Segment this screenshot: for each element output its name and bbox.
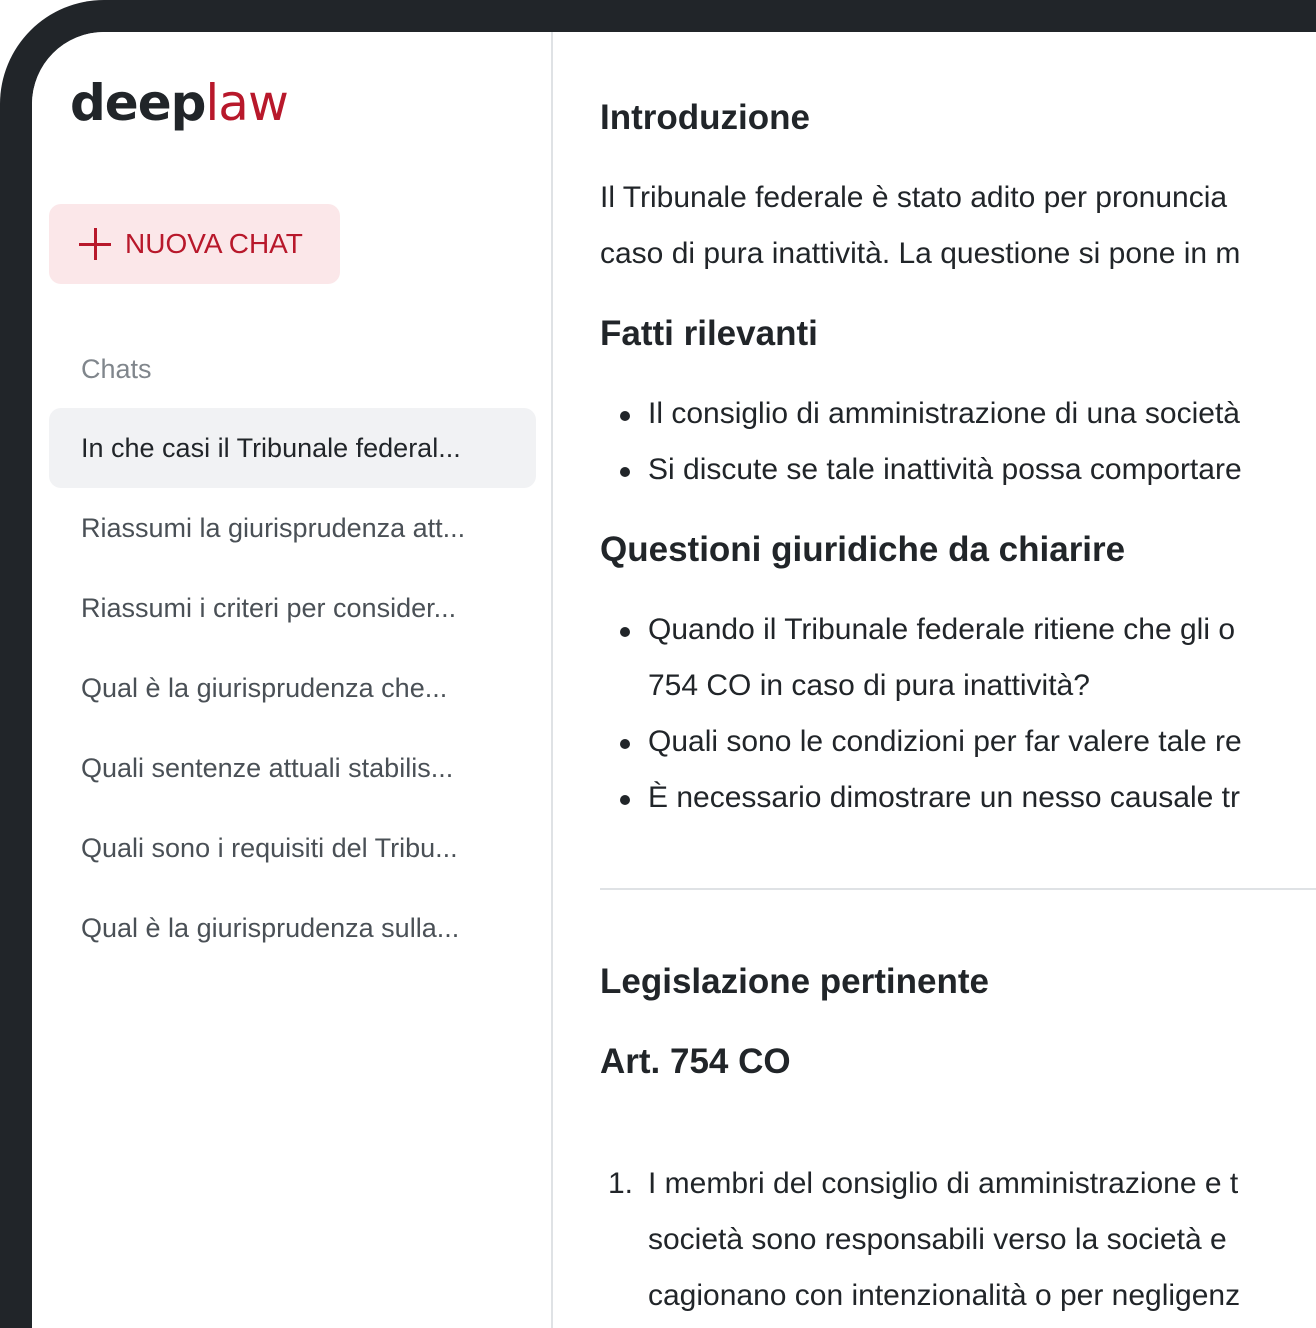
article-text-line: cagionano con intenzionalità o per negligenz (648, 1279, 1241, 1312)
section-divider (600, 888, 1316, 890)
questions-list-item: Quando il Tribunale federale ritiene che gli o (648, 613, 1236, 646)
plus-icon (79, 228, 111, 260)
logo-part-deep: deep (70, 74, 206, 132)
chat-item[interactable]: Qual è la giurisprudenza sulla... (81, 912, 460, 943)
article-text-line: società sono responsabili verso la società e (648, 1223, 1227, 1256)
app-screen (32, 32, 1316, 1328)
logo-part-law: law (205, 74, 288, 132)
chat-response-panel (600, 32, 1316, 1328)
questions-list-item: Quali sono le condizioni per far valere tale re (648, 725, 1242, 758)
legislation-heading: Legislazione pertinente (600, 962, 989, 1001)
sidebar (32, 32, 553, 1328)
bullet-dot (620, 739, 630, 749)
chat-item[interactable]: Riassumi la giurisprudenza att... (81, 512, 466, 543)
new-chat-label: NUOVA CHAT (125, 228, 303, 259)
bullet-dot (620, 467, 630, 477)
chat-item[interactable]: Quali sono i requisiti del Tribu... (81, 832, 458, 863)
facts-list-item: Il consiglio di amministrazione di una società (648, 397, 1240, 430)
bullet-dot (620, 795, 630, 805)
chat-list (49, 408, 536, 968)
deeplaw-logo[interactable] (70, 74, 288, 132)
facts-list-item: Si discute se tale inattività possa comportare (648, 453, 1242, 486)
chat-item[interactable]: Quali sentenze attuali stabilis... (81, 752, 454, 783)
chat-item-active[interactable]: In che casi il Tribunale federal... (49, 408, 536, 488)
new-chat-button[interactable] (49, 204, 340, 284)
questions-heading: Questioni giuridiche da chiarire (600, 530, 1126, 569)
bullet-dot (620, 627, 630, 637)
intro-heading: Introduzione (600, 98, 810, 137)
questions-list-item-continuation: 754 CO in caso di pura inattività? (648, 669, 1090, 702)
bullet-dot (620, 411, 630, 421)
intro-text-line: Il Tribunale federale è stato adito per pronuncia (600, 181, 1228, 214)
chat-item[interactable]: Riassumi i criteri per consider... (81, 592, 457, 623)
intro-text-line: caso di pura inattività. La questione si pone in m (600, 237, 1241, 270)
chats-heading: Chats (81, 354, 152, 384)
chat-item[interactable]: Qual è la giurisprudenza che... (81, 672, 448, 703)
facts-heading: Fatti rilevanti (600, 314, 818, 353)
questions-list-item: È necessario dimostrare un nesso causale tr (648, 781, 1240, 814)
list-number: 1. (608, 1167, 634, 1200)
article-text-line: I membri del consiglio di amministrazione e t (648, 1167, 1239, 1200)
article-heading: Art. 754 CO (600, 1042, 791, 1081)
